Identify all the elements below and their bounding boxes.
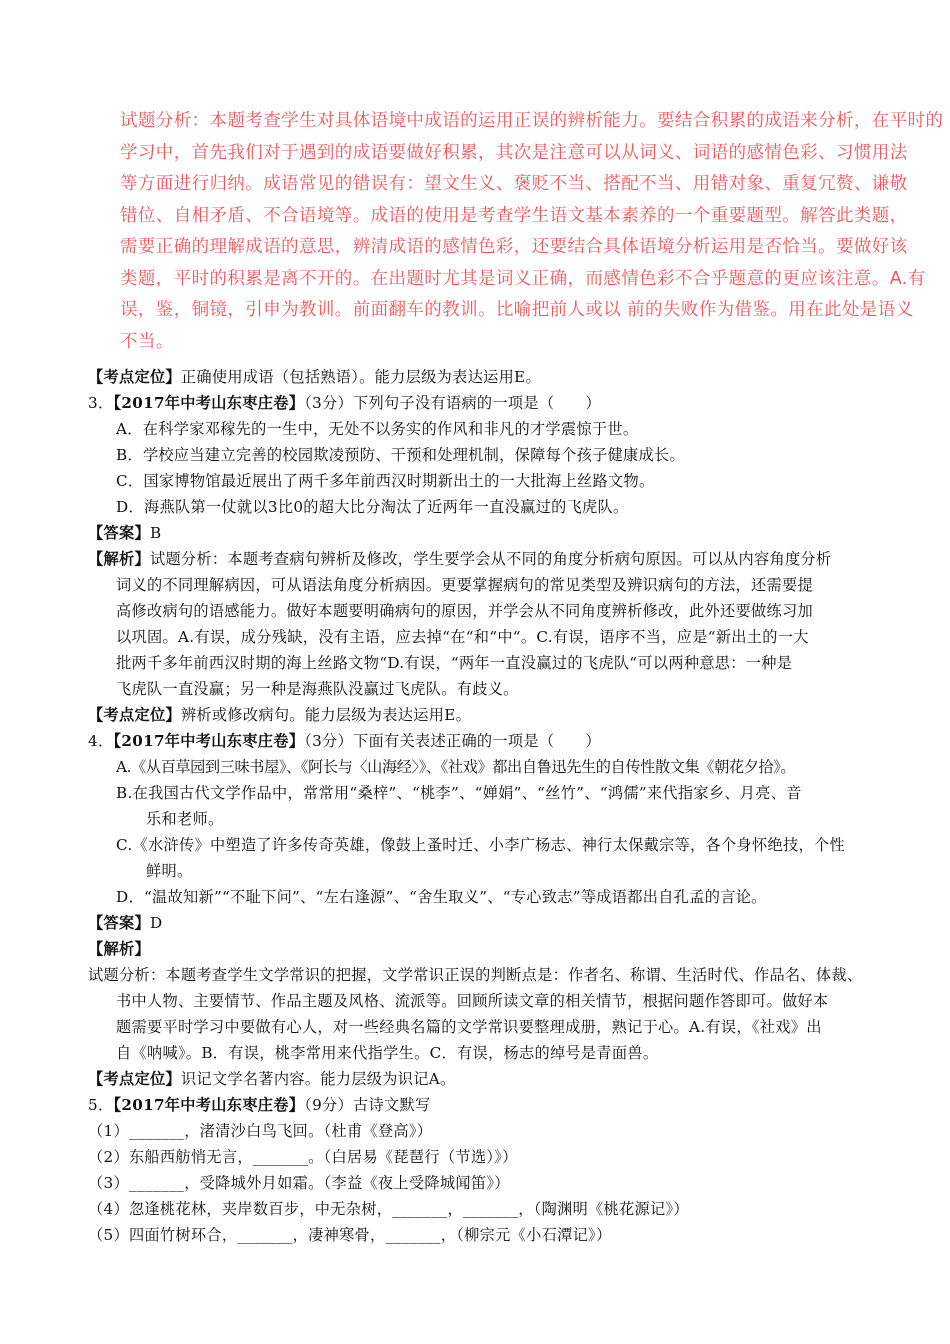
fill-item-4: （4）忽逢桃花林，夹岸数百步，中无杂树，_______，_______，（陶渊明《桃花源记》）: [88, 1200, 689, 1218]
analysis-line: 学习中，首先我们对于遇到的成语要做好积累，其次是注意可以从词义、词语的感情色彩、习惯用法: [120, 142, 908, 163]
fill-item-2: （2）东船西舫悄无言，_______。（白居易《琵琶行（节选）》）: [88, 1148, 518, 1166]
analysis-line: 试题分析：本题考查学生文学常识的把握，文学常识正误的判断点是：作者名、称谓、生活时代、作品名、体裁、: [88, 966, 863, 984]
analysis-line: 自《呐喊》。B．有误，桃李常用来代指学生。C．有误，杨志的绰号是青面兽。: [116, 1044, 659, 1062]
analysis-line: 批两千多年前西汉时期的海上丝路文物“D.有误，“两年一直没赢过的飞虎队“可以两种意思：一种是: [116, 654, 793, 672]
question-3-header: 3．【2017年中考山东枣庄卷】（3分）下列句子没有语病的一项是（ ）: [88, 394, 601, 412]
option-a: A．在科学家邓稼先的一生中，无处不以务实的作风和非凡的才学震惊于世。: [116, 420, 639, 438]
option-c: C．国家博物馆最近展出了两千多年前西汉时期新出土的一大批海上丝路文物。: [116, 472, 655, 490]
option-b-cont: 乐和老师。: [146, 810, 224, 828]
kaodian-line: 【考点定位】辨析或修改病句。能力层级为表达运用E。: [88, 706, 472, 724]
option-b: B．学校应当建立完善的校园欺凌预防、干预和处理机制，保障每个孩子健康成长。: [116, 446, 686, 464]
analysis-line: 高修改病句的语感能力。做好本题要明确病句的原因，并学会从不同角度辨析修改，此外还要做练习加: [116, 602, 813, 620]
analysis-line: 飞虎队一直没赢；另一种是海燕队没赢过飞虎队。有歧义。: [116, 680, 519, 698]
analysis-line: 等方面进行归纳。成语常见的错误有：望文生义、褒贬不当、搭配不当、用错对象、重复冗赘、谦敬: [120, 174, 908, 194]
analysis-line: 试题分析：本题考查学生对具体语境中成语的运用正误的辨析能力。要结合积累的成语来分析，在平时的: [120, 111, 944, 131]
fill-item-3: （3）_______，受降城外月如霜。（李益《夜上受降城闻笛》）: [88, 1174, 510, 1192]
analysis-line: 书中人物、主要情节、作品主题及风格、流派等。回顾所读文章的相关情节，根据问题作答即可。做好本: [116, 992, 829, 1010]
kaodian-line: 【考点定位】正确使用成语（包括熟语）。能力层级为表达运用E。: [88, 368, 541, 386]
analysis-line: 词义的不同理解病因，可从语法角度分析病因。更要掌握病句的常见类型及辨识病句的方法，还需要提: [116, 576, 813, 594]
analysis-line: 以巩固。A.有误，成分残缺，没有主语，应去掉“在“和“中“。C.有误，语序不当，应是“新出土的一大: [116, 628, 809, 646]
option-c: C.《水浒传》中塑造了许多传奇英雄，像鼓上蚤时迁、小李广杨志、神行太保戴宗等，各个身怀绝技，个性: [116, 836, 845, 854]
analysis-line: 误，鉴，铜镜，引申为教训。前面翻车的教训。比喻把前人或以 前的失败作为借鉴。用在此处是语义: [120, 300, 914, 320]
fill-item-1: （1）_______，渚清沙白鸟飞回。（杜甫《登高》）: [88, 1122, 433, 1140]
answer-line: 【答案】B: [88, 524, 162, 542]
answer-line: 【答案】D: [88, 914, 163, 932]
analysis-line: 类题，平时的积累是离不开的。在出题时尤其是词义正确，而感情色彩不合乎题意的更应该注意。A.有: [120, 268, 926, 289]
question-5-header: 5．【2017年中考山东枣庄卷】（9分）古诗文默写: [88, 1096, 431, 1114]
analysis-line: 需要正确的理解成语的意思，辨清成语的感情色彩，还要结合具体语境分析运用是否恰当。要做好该: [120, 237, 908, 257]
analysis-line: 题需要平时学习中要做有心人，对一些经典名篇的文学常识要整理成册，熟记于心。A.有误，《社戏》出: [116, 1018, 822, 1036]
option-d: D．海燕队第一仗就以3比0的超大比分淘汰了近两年一直没赢过的飞虎队。: [116, 498, 629, 516]
option-b: B.在我国古代文学作品中，常常用“桑梓”、“桃李”、“婵娟”、“丝竹”、“鸿儒”来代指家乡、月亮、音: [116, 784, 802, 802]
analysis-line: 错位、自相矛盾、不合语境等。成语的使用是考查学生语文基本素养的一个重要题型。解答此类题，: [120, 205, 908, 226]
analysis-line: 【解析】试题分析：本题考查病句辨析及修改，学生要学会从不同的角度分析病句原因。可以从内容角度分析: [88, 550, 832, 568]
analysis-heading: 【解析】: [88, 940, 150, 958]
option-c-cont: 鲜明。: [146, 862, 193, 880]
option-a: A.《从百草园到三味书屋》、《阿长与〈山海经〉》、《社戏》都出自鲁迅先生的自传性散文集《朝花夕拾》。: [116, 758, 796, 776]
analysis-line: 不当。: [120, 331, 174, 352]
question-4-header: 4．【2017年中考山东枣庄卷】（3分）下面有关表述正确的一项是（ ）: [88, 732, 601, 750]
fill-item-5: （5）四面竹树环合，_______，凄神寒骨，_______，（柳宗元《小石潭记》）: [88, 1226, 612, 1244]
analysis-red-block: [120, 106, 944, 358]
kaodian-line: 【考点定位】识记文学名著内容。能力层级为识记A。: [88, 1070, 456, 1088]
option-d: D．“温故知新”“不耻下问”、“左右逢源”、“舍生取义”、“专心致志”等成语都出自孔孟的言论。: [116, 888, 767, 906]
